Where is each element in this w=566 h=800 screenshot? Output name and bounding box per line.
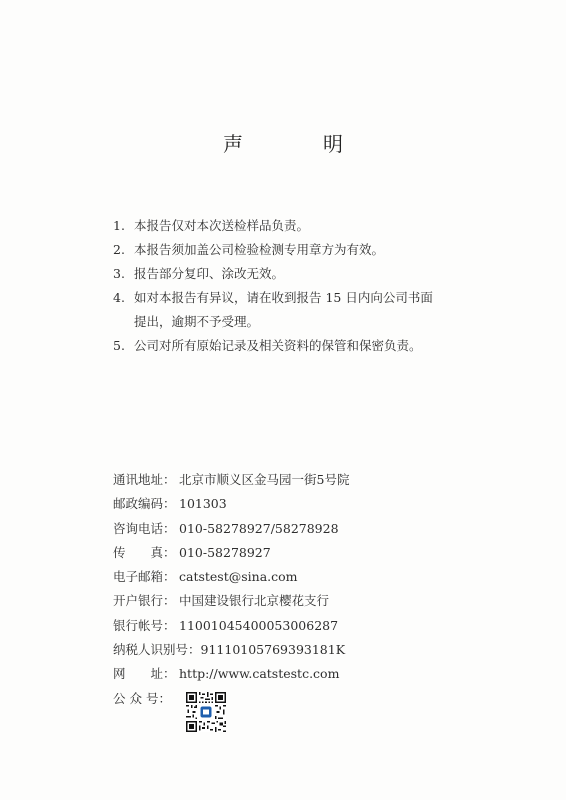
contact-value: catstest@sina.com [179,569,298,585]
notice-item [113,238,473,262]
notice-number: 2. [113,242,125,257]
notice-item [113,286,444,334]
contact-label: 传 真： [113,544,176,560]
contact-info [113,468,493,711]
contact-label: 电子邮箱： [113,569,176,585]
contact-row-bank [113,589,493,613]
contact-value: 010-58278927/58278928 [179,520,339,536]
contact-value: 中国建设银行北京樱花支行 [179,593,330,609]
notice-number: 1. [113,218,125,233]
contact-row-postcode [113,492,493,516]
notice-number: 5. [113,338,125,353]
contact-row-email [113,565,493,589]
contact-row-address [113,468,493,492]
contact-label: 通讯地址： [113,472,176,487]
contact-row-wechat [113,687,493,711]
contact-row-fax [113,541,493,565]
notice-text: 本报告须加盖公司检验检测专用章方为有效。 [134,242,385,257]
contact-value: 101303 [179,496,227,512]
notice-text: 公司对所有原始记录及相关资料的保管和保密负责。 [134,338,422,353]
notice-list [113,214,473,358]
contact-value: 11001045400053006287 [179,617,339,633]
contact-label: 开户银行： [113,593,176,609]
notice-item [113,214,473,238]
notice-item [113,334,473,358]
contact-label: 邮政编码： [113,496,176,512]
contact-row-account [113,614,493,638]
contact-value: 91110105769393181K [200,642,346,658]
contact-label: 公 众 号： [113,690,171,706]
contact-label: 纳税人识别号： [113,642,201,658]
contact-row-phone [113,517,493,541]
notice-number: 4. [113,290,125,305]
notice-text: 如对本报告有异议，请在收到报告 15 日内向公司书面提出，逾期不予受理。 [134,290,433,329]
notice-number: 3. [113,266,125,281]
notice-item [113,262,473,286]
contact-value: http://www.catstestc.com [179,666,340,682]
notice-text: 报告部分复印、涂改无效。 [134,266,285,281]
notice-text: 本报告仅对本次送检样品负责。 [134,218,310,233]
contact-label: 咨询电话： [113,520,176,536]
contact-value: 010-58278927 [179,544,271,560]
contact-row-taxid [113,638,493,662]
contact-value: 北京市顺义区金马园一街5号院 [179,472,350,487]
contact-label: 网 址： [113,666,176,682]
page-title: 声 明 [223,132,373,156]
qr-code-icon [186,692,226,732]
contact-label: 银行帐号： [113,617,176,633]
contact-row-website [113,662,493,686]
